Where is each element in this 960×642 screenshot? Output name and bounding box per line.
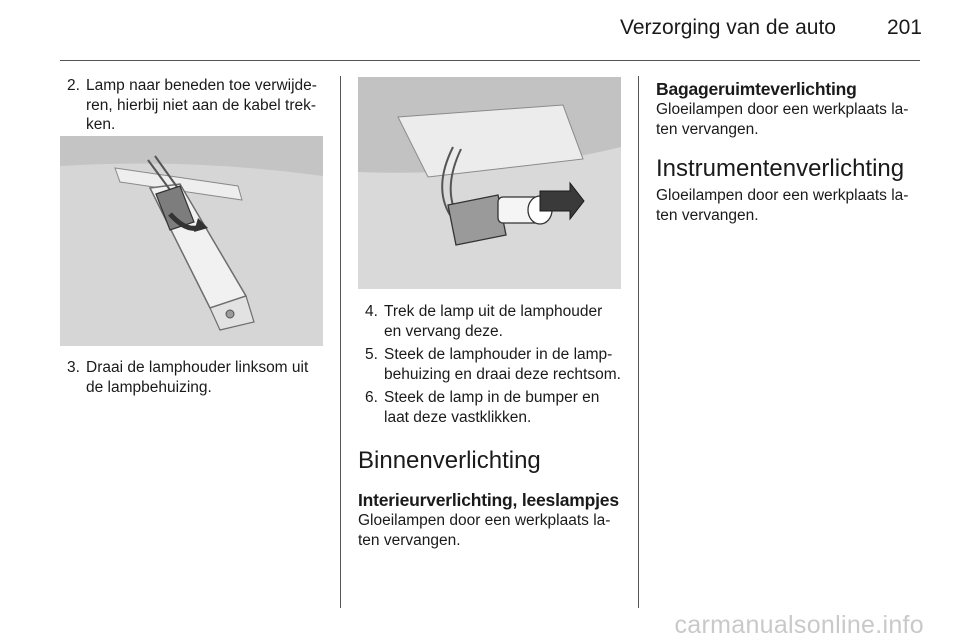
column-2 [358, 302, 622, 550]
section-heading-instrument-lighting: Instrumentenverlichting [656, 155, 905, 182]
step-number: 5. [365, 346, 378, 363]
column-divider-left [340, 76, 341, 608]
step-text: Draai de lamphouder linksom uit de lampbehuizing. [86, 359, 309, 396]
step-text: Lamp naar beneden toe verwijderen, hierbij niet aan de kabel trekken. [86, 77, 317, 133]
step-2 [60, 76, 324, 135]
column-3 [656, 78, 920, 225]
header-divider [60, 60, 920, 61]
column-1 [60, 76, 324, 135]
illustration-lamp-removal [60, 136, 323, 346]
step-5 [358, 345, 622, 384]
column-divider-right [638, 76, 639, 608]
step-number: 6. [365, 389, 378, 406]
step-4 [358, 302, 622, 341]
page-header-title: Verzorging van de auto [620, 16, 836, 39]
watermark-text: carmanualsonline.info [674, 611, 924, 639]
step-text: Steek de lamp in de bumper en laat deze vastklikken. [384, 389, 600, 426]
paragraph-instrument-lighting: Gloeilampen door een werkplaats laten vervangen. [656, 187, 909, 224]
step-3 [60, 358, 324, 397]
paragraph-interior-lights: Gloeilampen door een werkplaats laten vervangen. [358, 512, 611, 549]
step-number: 4. [365, 303, 378, 320]
step-6 [358, 388, 622, 427]
step-number: 3. [67, 359, 80, 376]
subheading-interior-reading-lights: Interieurverlichting, leeslampjes [358, 490, 619, 510]
step-text: Steek de lamphouder in de lampbehuizing en draai deze rechtsom. [384, 346, 621, 383]
subheading-luggage-light: Bagageruimteverlichting [656, 79, 857, 99]
paragraph-luggage-light: Gloeilampen door een werkplaats laten vervangen. [656, 101, 909, 138]
section-heading-interior-lighting: Binnenverlichting [358, 447, 541, 474]
page-number: 201 [886, 16, 922, 39]
step-number: 2. [67, 77, 80, 94]
step-text: Trek de lamp uit de lamphouder en vervang deze. [384, 303, 603, 340]
column-1-lower [60, 358, 324, 397]
illustration-bulb-replacement [358, 77, 621, 289]
